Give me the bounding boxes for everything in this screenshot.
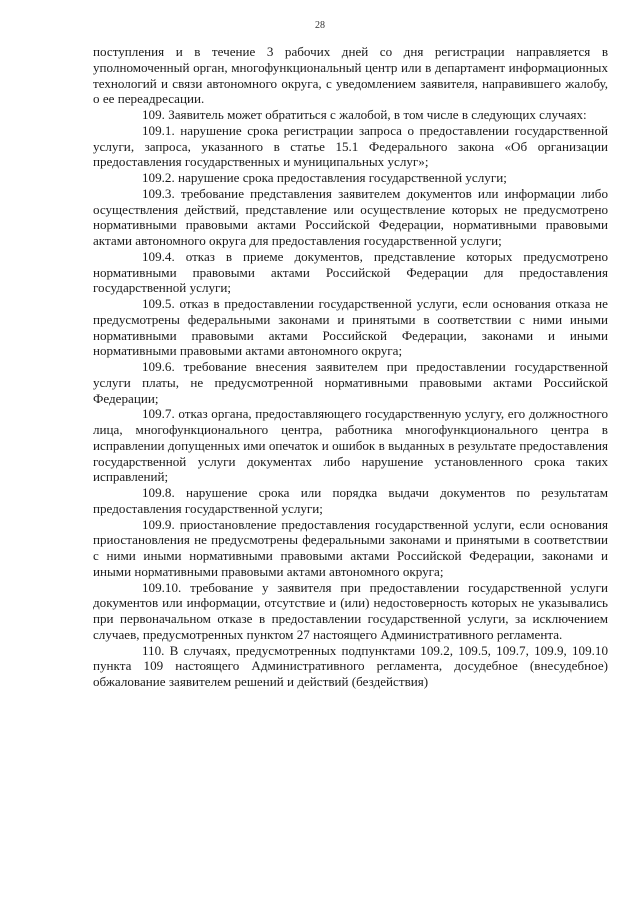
paragraph: 109.4. отказ в приеме документов, представление которых предусмотрено нормативными правовыми актами Российской Федерации для предоставления государственной услуги; — [93, 248, 608, 296]
document-body — [93, 44, 608, 690]
paragraph: 109. Заявитель может обратиться с жалобой, в том числе в следующих случаях: — [142, 107, 587, 122]
paragraph: 109.1. нарушение срока регистрации запроса о предоставлении государственной услуги, запроса, указанного в статье 15.1 Федерального закона «Об организации предоставления государственных и муниципальных услуг»; — [93, 122, 608, 170]
paragraph: 109.7. отказ органа, предоставляющего государственную услугу, его должностного лица, многофункционального центра, работника многофункционального центра в исправлении допущенных ими опечаток и ошибок в выданных в результате предоставления государственной услуги документах либо нарушение установленного срока таких исправлений; — [93, 406, 608, 485]
paragraph: 109.9. приостановление предоставления государственной услуги, если основания приостановления не предусмотрены федеральными законами и принятыми в соответствии с ними иными нормативными правовыми актами Российской Федерации, законами и иными нормативными правовыми актами автономного округа; — [93, 516, 608, 579]
paragraph: 109.2. нарушение срока предоставления государственной услуги; — [142, 170, 507, 185]
paragraph: 109.8. нарушение срока или порядка выдачи документов по результатам предоставления государственной услуги; — [93, 485, 608, 516]
paragraph: 109.5. отказ в предоставлении государственной услуги, если основания отказа не предусмотрены федеральными законами и принятыми в соответствии с ними иными нормативными правовыми актами Российской Федерации, законами и иными нормативными правовыми актами автономного округа; — [93, 296, 608, 359]
page-number: 28 — [315, 20, 325, 31]
paragraph: поступления и в течение 3 рабочих дней со дня регистрации направляется в уполномоченный орган, многофункциональный центр или в департамент информационных технологий и связи автономного округа, с уведомлением заявителя, направившего жалобу, о ее переадресации. — [93, 44, 608, 107]
paragraph: 110. В случаях, предусмотренных подпунктами 109.2, 109.5, 109.7, 109.9, 109.10 пункта 109 настоящего Административного регламента, досудебное (внесудебное) обжалование заявителем решений и действий (бездействия) — [93, 642, 608, 689]
paragraph: 109.6. требование внесения заявителем при предоставлении государственной услуги платы, не предусмотренной нормативными правовыми актами Российской Федерации; — [93, 359, 608, 406]
paragraph: 109.3. требование представления заявителем документов или информации либо осуществления действий, представление или осуществление которых не предусмотрено нормативными правовыми актами Российской Федерации, нормативными правовыми актами автономного округа для предоставления государственной услуги; — [93, 185, 608, 248]
paragraph: 109.10. требование у заявителя при предоставлении государственной услуги документов или информации, отсутствие и (или) недостоверность которых не указывались при первоначальном отказе в предоставлении государственной услуги, за исключением случаев, предусмотренных пунктом 27 настоящего Административного регламента. — [93, 579, 608, 642]
